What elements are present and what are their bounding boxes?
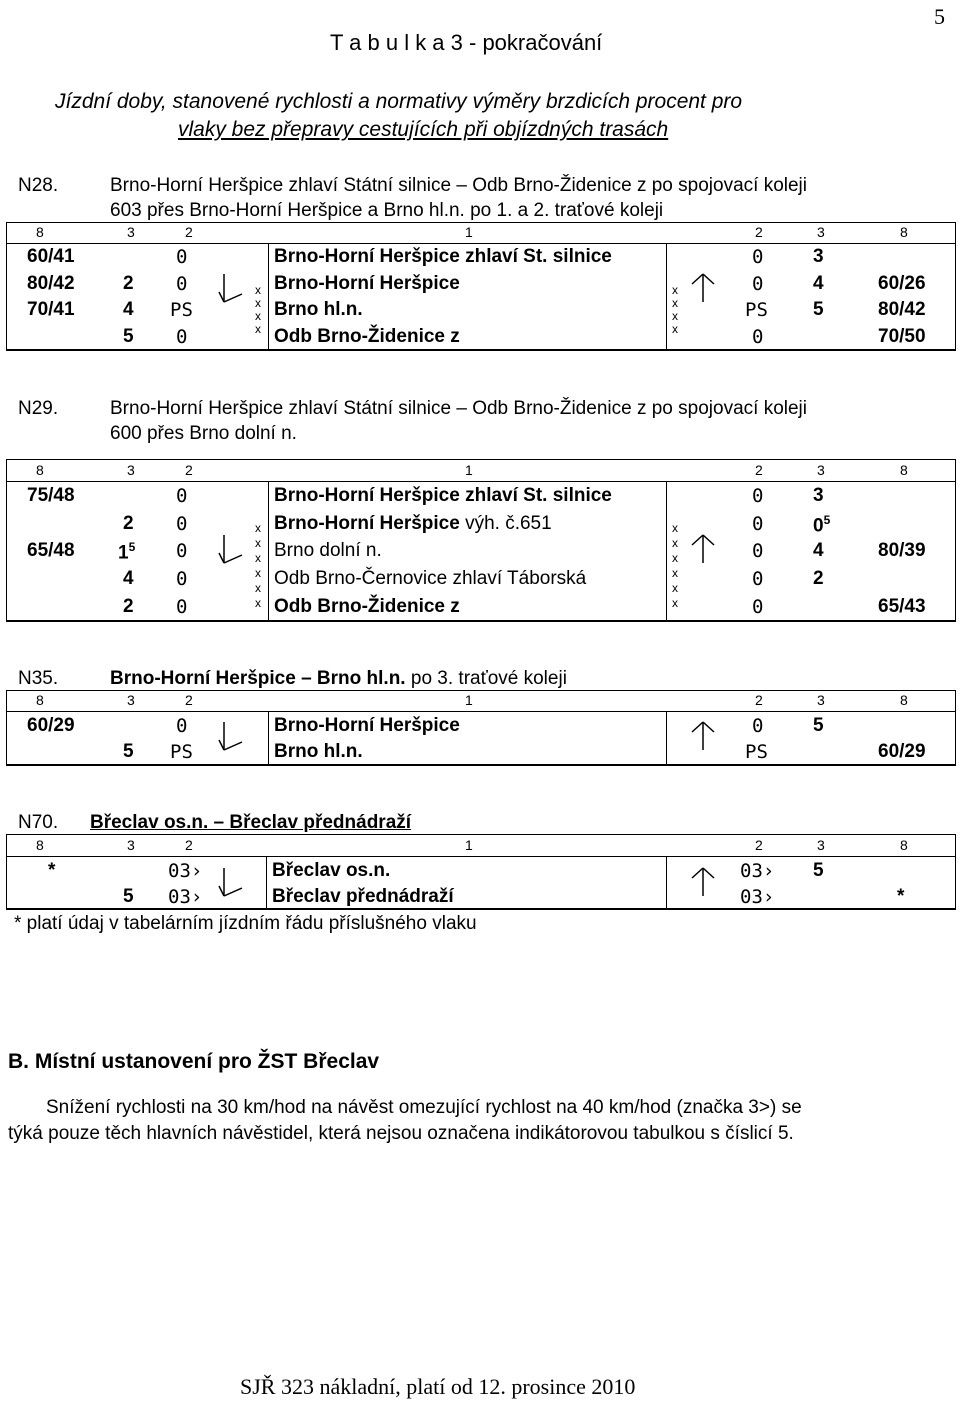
arrow-down-icon — [218, 272, 244, 304]
x-mark: x — [255, 296, 261, 310]
x-mark: x — [255, 566, 261, 580]
n28-r2-r2: 0 — [752, 273, 764, 295]
n70-hdr-1: 1 — [465, 837, 473, 853]
n29-hdr-8-left: 8 — [36, 462, 44, 478]
n28-code: N28. — [18, 175, 59, 196]
n29-r4-l2: 0 — [176, 568, 188, 590]
n29-route — [110, 398, 807, 420]
n35-r1-r2: 0 — [752, 715, 764, 737]
n29-hdr-2-left: 2 — [185, 462, 193, 478]
x-mark: x — [255, 536, 261, 550]
arrow-up-icon — [690, 272, 716, 304]
x-mark: x — [672, 581, 678, 595]
arrow-down-icon — [218, 866, 244, 898]
x-mark: x — [672, 296, 678, 310]
n35-hdr-3-left: 3 — [127, 692, 135, 708]
n29-r4-station: Odb Brno-Černovice zhlaví Táborská — [274, 568, 587, 589]
n35-hdr-2-right: 2 — [755, 692, 763, 708]
n35-hdr-8-left: 8 — [36, 692, 44, 708]
arrow-up-icon — [690, 720, 716, 752]
n29-r1-l8: 75/48 — [27, 485, 75, 506]
n70-r1-r2: 03› — [740, 860, 775, 882]
n28-r3-r3: 5 — [813, 299, 824, 320]
n29-r1-r2: 0 — [752, 485, 764, 507]
arrow-up-icon — [690, 866, 716, 898]
n28-hdr-8-left: 8 — [36, 224, 44, 240]
n29-code: N29. — [18, 398, 59, 419]
x-mark: x — [672, 322, 678, 336]
n28-r4-r2: 0 — [752, 326, 764, 348]
n70-r2-station: Břeclav přednádraží — [272, 886, 454, 907]
x-mark: x — [672, 283, 678, 297]
n35-r1-station: Brno-Horní Heršpice — [274, 715, 460, 736]
n28-r3-station: Brno hl.n. — [274, 299, 363, 320]
n28-hdr-3-left: 3 — [127, 224, 135, 240]
table-title: T a b u l k a 3 - pokračování — [330, 30, 603, 55]
n28-hdr-8-right: 8 — [900, 224, 908, 240]
n29-r3-l3-val: 1 — [118, 542, 129, 564]
arrow-up-icon — [690, 533, 716, 565]
n29-r2-l2: 0 — [176, 513, 188, 535]
n28-r3-l8: 70/41 — [27, 299, 75, 320]
section-heading — [55, 90, 742, 114]
heading-line-1: Jízdní doby, stanovené rychlosti a normativy výměry brzdicích procent pro — [55, 90, 743, 113]
n28-r2-l3: 2 — [123, 273, 134, 294]
n35-r1-l8: 60/29 — [27, 715, 75, 736]
n29-route-bold: Brno-Horní Heršpice zhlaví Státní silnice – Odb Brno-Židenice z — [110, 398, 647, 419]
n29-r1-r3: 3 — [813, 485, 824, 506]
n29-hdr-8-right: 8 — [900, 462, 908, 478]
x-mark: x — [255, 581, 261, 595]
n28-route — [110, 175, 807, 197]
n70-route: Břeclav os.n. – Břeclav přednádraží — [90, 812, 412, 833]
n29-r3-l2: 0 — [176, 540, 188, 562]
x-mark: x — [255, 521, 261, 535]
x-mark: x — [255, 309, 261, 323]
n35-hdr-8-right: 8 — [900, 692, 908, 708]
n28-hdr-2-right: 2 — [755, 224, 763, 240]
x-mark: x — [255, 283, 261, 297]
n70-footnote: * platí údaj v tabelárním jízdním řádu příslušného vlaku — [14, 913, 477, 934]
n70-r2-l2: 03› — [168, 886, 203, 908]
n70-r1-r3: 5 — [813, 860, 824, 881]
n28-r3-r2: PS — [745, 299, 768, 321]
n28-r4-r8: 70/50 — [878, 326, 926, 347]
n29-r4-r3: 2 — [813, 568, 824, 589]
n29-r3-r3: 4 — [813, 540, 824, 561]
n70-r2-r8: * — [897, 886, 905, 907]
x-mark: x — [672, 566, 678, 580]
n29-r5-station: Odb Brno-Židenice z — [274, 596, 460, 617]
n28-r1-l8: 60/41 — [27, 246, 75, 267]
n29-hdr-3-right: 3 — [817, 462, 825, 478]
n70-r2-r2: 03› — [740, 886, 775, 908]
n29-r1-station: Brno-Horní Heršpice zhlaví St. silnice — [274, 485, 612, 506]
x-mark: x — [672, 536, 678, 550]
n29-hdr-2-right: 2 — [755, 462, 763, 478]
x-mark: x — [672, 521, 678, 535]
n35-hdr-2-left: 2 — [185, 692, 193, 708]
n28-hdr-2-left: 2 — [185, 224, 193, 240]
n28-route-bold: Brno-Horní Heršpice zhlaví Státní silnice – Odb Brno-Židenice z — [110, 175, 647, 196]
section-b-para-line1: Snížení rychlosti na 30 km/hod na návěst omezující rychlost na 40 km/hod (značka 3>) se — [46, 1097, 802, 1118]
n29-r4-r2: 0 — [752, 568, 764, 590]
n35-route-bold: Brno-Horní Heršpice – Brno hl.n. — [110, 668, 406, 689]
n70-r1-l8: * — [48, 860, 56, 881]
n28-r3-r8: 80/42 — [878, 299, 926, 320]
n35-r2-l3: 5 — [123, 741, 134, 762]
n29-r2-station-bold: Brno-Horní Heršpice — [274, 513, 460, 534]
n35-hdr-1: 1 — [465, 692, 473, 708]
n70-hdr-3-right: 3 — [817, 837, 825, 853]
n29-r5-r2: 0 — [752, 596, 764, 618]
n28-r4-l3: 5 — [123, 326, 134, 347]
page-number: 5 — [934, 4, 945, 29]
n29-r3-r8: 80/39 — [878, 540, 926, 561]
n29-r3-l3-sup: 5 — [128, 540, 136, 554]
n29-route-rest: po spojovací koleji — [646, 398, 807, 419]
page-footer: SJŘ 323 nákladní, platí od 12. prosince 2010 — [240, 1374, 636, 1399]
n29-r3-l8: 65/48 — [27, 540, 75, 561]
n28-r2-l8: 80/42 — [27, 273, 75, 294]
n28-hdr-1: 1 — [465, 224, 473, 240]
n28-r1-r2: 0 — [752, 246, 764, 268]
n29-hdr-3-left: 3 — [127, 462, 135, 478]
n29-r2-r3-val: 0 — [813, 515, 824, 537]
x-mark: x — [672, 551, 678, 565]
n29-r4-l3: 4 — [123, 568, 134, 589]
n35-r2-r8: 60/29 — [878, 741, 926, 762]
n29-hdr-1: 1 — [465, 462, 473, 478]
n28-r3-l2: PS — [170, 299, 193, 321]
n35-r1-l2: 0 — [176, 715, 188, 737]
x-mark: x — [255, 596, 261, 610]
n29-r5-l3: 2 — [123, 596, 134, 617]
n70-hdr-8-left: 8 — [36, 837, 44, 853]
n28-r2-l2: 0 — [176, 273, 188, 295]
n28-r4-station: Odb Brno-Židenice z — [274, 326, 460, 347]
arrow-down-icon — [218, 533, 244, 565]
heading-line-2: vlaky bez přepravy cestujících při objízdných trasách — [178, 118, 669, 141]
x-mark: x — [672, 309, 678, 323]
n70-r1-l2: 03› — [168, 860, 203, 882]
n35-route — [110, 668, 567, 690]
n29-r5-l2: 0 — [176, 596, 188, 618]
x-mark: x — [255, 551, 261, 565]
n29-r3-r2: 0 — [752, 540, 764, 562]
n29-route-line2: 600 přes Brno dolní n. — [110, 423, 297, 444]
n29-r3-station: Brno dolní n. — [274, 540, 382, 561]
section-b-title: B. Místní ustanovení pro ŽST Břeclav — [8, 1050, 380, 1073]
n29-r2-station — [274, 513, 552, 535]
n28-r2-station: Brno-Horní Heršpice — [274, 273, 460, 294]
x-mark: x — [255, 322, 261, 336]
n70-hdr-2-left: 2 — [185, 837, 193, 853]
n35-route-rest: po 3. traťové koleji — [405, 668, 567, 689]
n35-r1-r3: 5 — [813, 715, 824, 736]
n35-code: N35. — [18, 668, 59, 689]
n35-r2-r2: PS — [745, 741, 768, 763]
n28-r3-l3: 4 — [123, 299, 134, 320]
n28-r1-station: Brno-Horní Heršpice zhlaví St. silnice — [274, 246, 612, 267]
n70-hdr-8-right: 8 — [900, 837, 908, 853]
n35-r2-l2: PS — [170, 741, 193, 763]
n70-r2-l3: 5 — [123, 886, 134, 907]
section-b-para-line2: týká pouze těch hlavních návěstidel, která nejsou označena indikátorovou tabulkou s číslicí 5. — [8, 1123, 794, 1144]
n29-r3-l3 — [118, 540, 135, 564]
arrow-down-icon — [218, 720, 244, 752]
n29-r2-r3 — [813, 513, 830, 537]
x-mark: x — [672, 596, 678, 610]
n29-r5-r8: 65/43 — [878, 596, 926, 617]
n29-r2-r3-sup: 5 — [823, 513, 831, 527]
n28-r1-r3: 3 — [813, 246, 824, 267]
n28-r2-r8: 60/26 — [878, 273, 926, 294]
n29-r2-r2: 0 — [752, 513, 764, 535]
n29-r2-station-rest: výh. č.651 — [459, 513, 552, 534]
n28-r1-l2: 0 — [176, 246, 188, 268]
n29-r1-l2: 0 — [176, 485, 188, 507]
n28-r4-l2: 0 — [176, 326, 188, 348]
n28-route-rest: po spojovací koleji — [646, 175, 807, 196]
n70-r1-station: Břeclav os.n. — [272, 860, 391, 881]
n35-hdr-3-right: 3 — [817, 692, 825, 708]
n29-r2-l3: 2 — [123, 513, 134, 534]
n70-code: N70. — [18, 812, 59, 833]
n35-r2-station: Brno hl.n. — [274, 741, 363, 762]
n28-route-line2: 603 přes Brno-Horní Heršpice a Brno hl.n. po 1. a 2. traťové koleji — [110, 200, 664, 221]
n28-r2-r3: 4 — [813, 273, 824, 294]
n70-hdr-3-left: 3 — [127, 837, 135, 853]
n70-hdr-2-right: 2 — [755, 837, 763, 853]
n28-hdr-3-right: 3 — [817, 224, 825, 240]
